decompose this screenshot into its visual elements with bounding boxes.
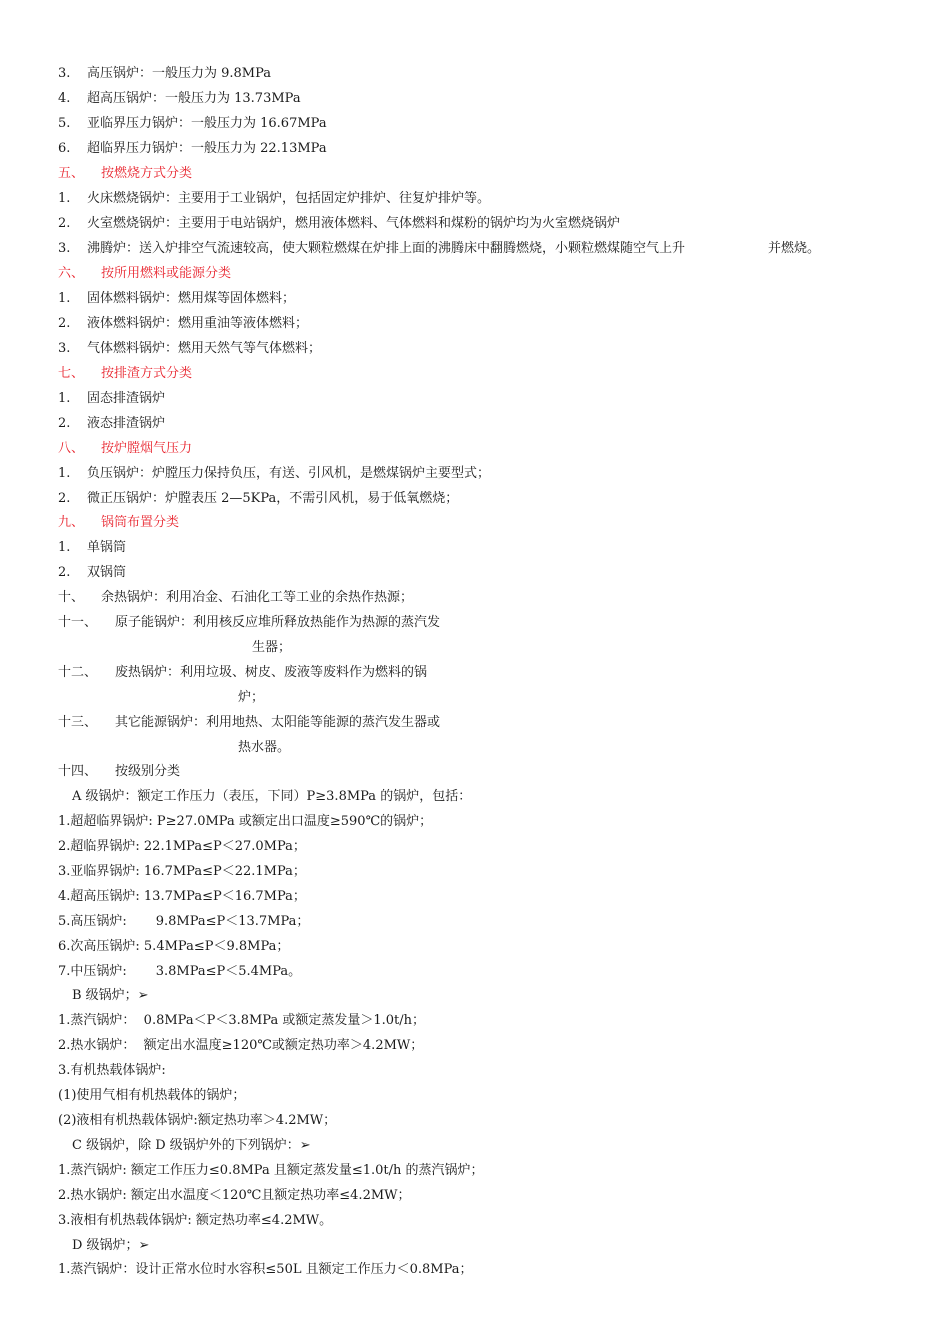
document-page: 3. 高压锅炉：一般压力为 9.8MPa 4. 超高压锅炉：一般压力为 13.73MPa 5. 亚临界压力锅炉：一般压力为 16.67MPa 6. 超临界压力锅炉：一般压力为 22.13MPa 五、 按燃烧方式分类 1. 火床燃烧锅炉：主要用于工业锅炉，包括固定炉排炉、往复炉排炉等。 2. 火室燃烧锅炉：主要用于电站锅炉，燃用液体燃料、气体燃料和煤粉的锅炉均为火室燃烧锅炉 3. 沸腾炉：送入炉排空气流速较高，使大颗粒燃煤在炉排上面的沸腾床中翻腾燃烧，小颗粒燃煤随空气上升 并燃烧。 六、 按所用燃料或能源分类 1. 固体燃料锅炉：燃用煤等固体燃料； 2. 液体燃料锅炉：燃用重油等液体燃料； 3. 气体燃料锅炉：燃用天然气等气体燃料； 七、 按排渣方式分类 1. 固态排渣锅炉 2. 液态排渣锅炉 八、 按炉膛烟气压力 1. 负压锅炉：炉膛压力保持负压，有送、引风机，是燃煤锅炉主要型式； 2. 微正压锅炉：炉膛表压 2—5KPa，不需引风机，易于低氧燃烧； 九、 锅筒布置分类 1. 单锅筒 2. 双锅筒 十、 余热锅炉：利用冶金、石油化工等工业的余热作热源； 十一、 原子能锅炉：利用核反应堆所释放热能作为热源的蒸汽发 生器； 十二、 废热锅炉：利用垃圾、树皮、废液等废料作为燃料的锅 炉； 十三、 其它能源锅炉：利用地热、太阳能等能源的蒸汽发生器或 热水器。 十四、 按级别分类 A 级锅炉：额定工作压力（表压，下同）P≥3.8MPa 的锅炉，包括： 1.超超临界锅炉: P≥27.0MPa 或额定出口温度≥590℃的锅炉； 2.超临界锅炉: 22.1MPa≤P＜27.0MPa； 3.亚临界锅炉: 16.7MPa≤P＜22.1MPa； 4.超高压锅炉: 13.7MPa≤P＜16.7MPa； 5.高压锅炉: 9.8MPa≤P＜13.7MPa； 6.次高压锅炉: 5.4MPa≤P＜9.8MPa； 7.中压锅炉: 3.8MPa≤P＜5.4MPa。 B 级锅炉；➢ 1.蒸汽锅炉： 0.8MPa＜P＜3.8MPa 或额定蒸发量＞1.0t/h； 2.热水锅炉： 额定出水温度≥120℃或额定热功率＞4.2MW； 3.有机热载体锅炉: (1)使用气相有机热载体的锅炉； (2)液相有机热载体锅炉:额定热功率＞4.2MW； C 级锅炉，除 D 级锅炉外的下列锅炉：➢ 1.蒸汽锅炉: 额定工作压力≤0.8MPa 且额定蒸发量≤1.0t/h 的蒸汽锅炉； 2.热水锅炉: 额定出水温度＜120℃且额定热功率≤4.2MW； 3.液相有机热载体锅炉: 额定热功率≤4.2MW。 D 级锅炉；➢ 1.蒸汽锅炉：设计正常水位时水容积≤50L 且额定工作压力＜0.8MPa； <box>58 66 821 1277</box>
